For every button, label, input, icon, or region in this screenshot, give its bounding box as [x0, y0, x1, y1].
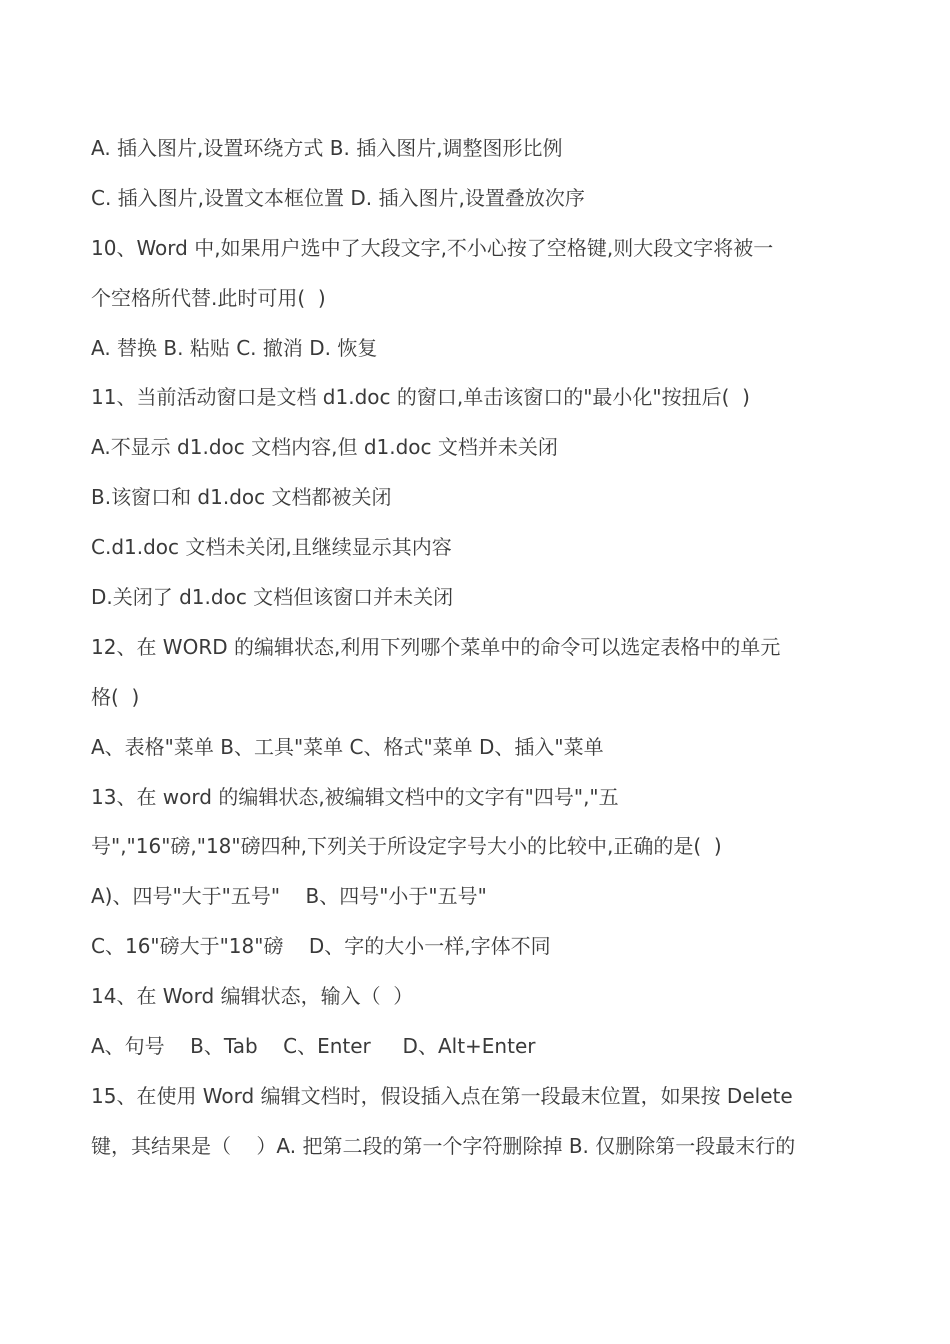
text-line: 12、在 WORD 的编辑状态,利用下列哪个菜单中的命令可以选定表格中的单元: [91, 634, 781, 659]
text-line: A、表格"菜单 B、工具"菜单 C、格式"菜单 D、插入"菜单: [91, 734, 604, 759]
text-line: 11、当前活动窗口是文档 d1.doc 的窗口,单击该窗口的"最小化"按扭后( ): [91, 385, 750, 410]
text-line: C. 插入图片,设置文本框位置 D. 插入图片,设置叠放次序: [91, 185, 585, 210]
text-line: 格( ): [91, 684, 140, 709]
text-line: C、16"磅大于"18"磅 D、字的大小一样,字体不同: [91, 934, 551, 959]
text-line: 个空格所代替.此时可用( ): [91, 285, 326, 310]
text-line: A.不显示 d1.doc 文档内容,但 d1.doc 文档并未关闭: [91, 435, 558, 460]
text-line: 14、在 Word 编辑状态，输入（ ）: [91, 984, 414, 1009]
text-line: 键，其结果是（ ）A. 把第二段的第一个字符删除掉 B. 仅删除第一段最末行的: [91, 1133, 796, 1158]
text-line: D.关闭了 d1.doc 文档但该窗口并未关闭: [91, 585, 454, 610]
text-line: 13、在 word 的编辑状态,被编辑文档中的文字有"四号","五: [91, 784, 619, 809]
text-line: 10、Word 中,如果用户选中了大段文字,不小心按了空格键,则大段文字将被一: [91, 235, 774, 260]
text-line: 号","16"磅,"18"磅四种,下列关于所设定字号大小的比较中,正确的是( ): [91, 834, 722, 859]
text-line: C.d1.doc 文档未关闭,且继续显示其内容: [91, 535, 452, 560]
text-line: A)、四号"大于"五号" B、四号"小于"五号": [91, 884, 487, 909]
document-body: [91, 124, 871, 1172]
text-line: A、句号 B、Tab C、Enter D、Alt+Enter: [91, 1034, 536, 1059]
text-line: B.该窗口和 d1.doc 文档都被关闭: [91, 485, 392, 510]
text-line: 15、在使用 Word 编辑文档时，假设插入点在第一段最末位置，如果按 Delete: [91, 1083, 793, 1108]
text-line: A. 替换 B. 粘贴 C. 撤消 D. 恢复: [91, 335, 378, 360]
text-line: A. 插入图片,设置环绕方式 B. 插入图片,调整图形比例: [91, 136, 563, 160]
